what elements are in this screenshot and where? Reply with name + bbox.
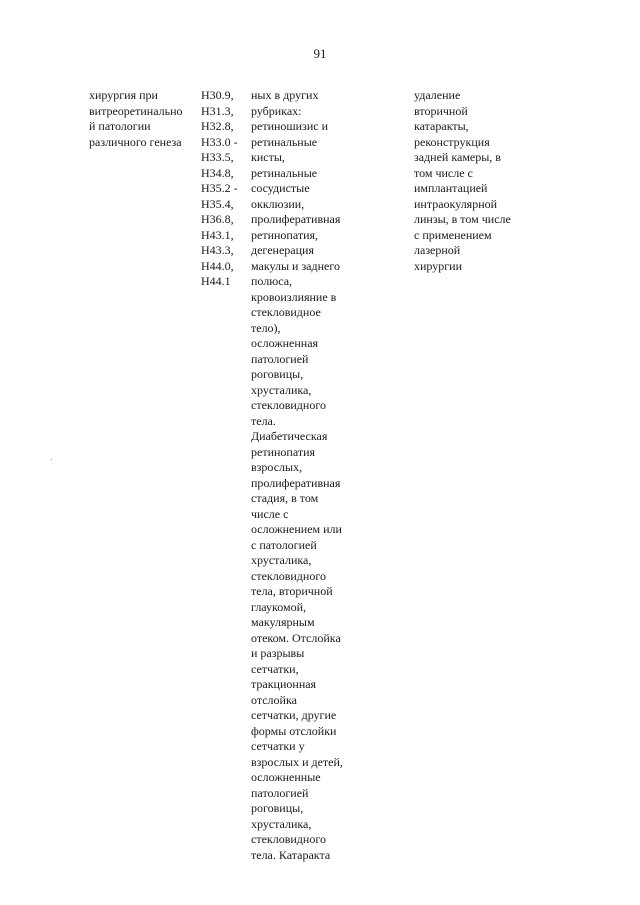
diagnosis-line: числе с (251, 506, 289, 521)
diagnosis-line: стекловидное (251, 305, 321, 319)
diagnosis-line: формы отслойки (251, 723, 337, 738)
diagnosis-line: стекловидного (251, 568, 326, 583)
icd-codes-line: H31.3, (201, 103, 234, 118)
diagnosis-line: ретинальные (251, 165, 318, 180)
diagnosis-line: ретинопатия, (251, 227, 319, 242)
procedure-area-line: различного генеза (89, 134, 182, 149)
treatment-line: удаление (414, 88, 461, 102)
diagnosis-line: тело), (251, 320, 281, 335)
diagnosis-line: хрусталика, (251, 382, 312, 397)
icd-codes-line: H43.1, (201, 227, 234, 242)
diagnosis-line: тела, вторичной (251, 584, 333, 598)
diagnosis-line: отслойка (251, 692, 297, 707)
icd-codes-line: H32.8, (201, 119, 234, 133)
icd-codes-line: H35.4, (201, 196, 234, 211)
diagnosis-line: глаукомой, (251, 599, 307, 614)
icd-codes-line: H36.8, (201, 212, 234, 226)
treatment-line: задней камеры, в (414, 150, 501, 164)
icd-codes-line: H33.0 - (201, 134, 238, 149)
page-number: 91 (313, 46, 327, 61)
treatment-line: линзы, в том числе (414, 212, 511, 226)
diagnosis-line: тела. Катаракта (251, 847, 331, 862)
treatment-line: катаракты, (414, 119, 469, 133)
diagnosis-line: сетчатки у (251, 739, 305, 753)
diagnosis-line: хрусталика, (251, 816, 312, 831)
diagnosis-line: тела. (251, 413, 276, 428)
procedure-area-line: хирургия при (89, 88, 158, 102)
treatment-line: реконструкция (414, 134, 490, 149)
procedure-area-line: витреоретинально (89, 103, 183, 118)
diagnosis-line: ных в других (251, 88, 319, 102)
diagnosis-line: рубриках: (251, 103, 302, 118)
icd-codes-line: H34.8, (201, 165, 234, 180)
treatment-line: с применением (414, 227, 492, 242)
diagnosis-line: хрусталика, (251, 553, 312, 567)
diagnosis-line: патологией (251, 785, 309, 800)
icd-codes-line: H44.0, (201, 258, 234, 273)
diagnosis-line: сосудистые (251, 181, 310, 195)
diagnosis-line: дегенерация (251, 243, 314, 257)
diagnosis-line: осложненные (251, 770, 321, 784)
diagnosis-line: макулы и заднего (251, 258, 340, 273)
diagnosis-line: сетчатки, (251, 661, 299, 676)
diagnosis-line: ретинальные (251, 134, 318, 149)
diagnosis-line: макулярным (251, 615, 315, 629)
diagnosis-line: осложнением или (251, 522, 342, 536)
diagnosis-line: пролиферативная (251, 475, 341, 490)
diagnosis-line: с патологией (251, 537, 317, 552)
treatment-line: интраокулярной (414, 196, 498, 211)
icd-codes-line: H43.3, (201, 243, 234, 257)
diagnosis-line: Диабетическая (251, 429, 328, 443)
icd-codes-line: H30.9, (201, 88, 234, 102)
treatment-line: имплантацией (414, 181, 488, 195)
diagnosis-line: роговицы, (251, 367, 304, 381)
icd-codes-column (201, 88, 249, 290)
scan-speck (51, 459, 52, 460)
diagnosis-line: отеком. Отслойка (251, 630, 341, 645)
procedure-area-line: й патологии (89, 119, 151, 133)
procedure-area-column (89, 88, 197, 150)
diagnosis-line: окклюзии, (251, 196, 305, 211)
diagnosis-line: осложненная (251, 336, 319, 350)
diagnosis-line: и разрывы (251, 646, 305, 660)
diagnosis-line: ретинопатия (251, 444, 316, 459)
icd-codes-line: H35.2 - (201, 181, 238, 195)
diagnosis-line: взрослых, (251, 460, 303, 474)
diagnosis-line: тракционная (251, 677, 317, 691)
treatment-column (414, 88, 534, 274)
diagnosis-line: стадия, в том (251, 491, 319, 505)
diagnosis-line: стекловидного (251, 832, 326, 846)
icd-codes-line: H33.5, (201, 150, 234, 164)
diagnosis-line: сетчатки, другие (251, 708, 337, 722)
diagnosis-line: стекловидного (251, 398, 326, 412)
diagnosis-line: патологией (251, 351, 309, 366)
diagnosis-line: кровоизлияние в (251, 289, 337, 304)
diagnosis-line: взрослых и детей, (251, 754, 343, 769)
treatment-line: том числе с (414, 165, 473, 180)
diagnosis-line: полюса, (251, 274, 293, 288)
treatment-line: лазерной (414, 243, 461, 257)
treatment-line: хирургии (414, 258, 463, 273)
diagnosis-column (251, 88, 361, 863)
diagnosis-line: кисты, (251, 150, 285, 164)
icd-codes-line: H44.1 (201, 274, 231, 288)
diagnosis-line: пролиферативная (251, 212, 341, 226)
diagnosis-line: роговицы, (251, 801, 304, 815)
treatment-line: вторичной (414, 103, 468, 118)
diagnosis-line: ретиношизис и (251, 119, 328, 133)
